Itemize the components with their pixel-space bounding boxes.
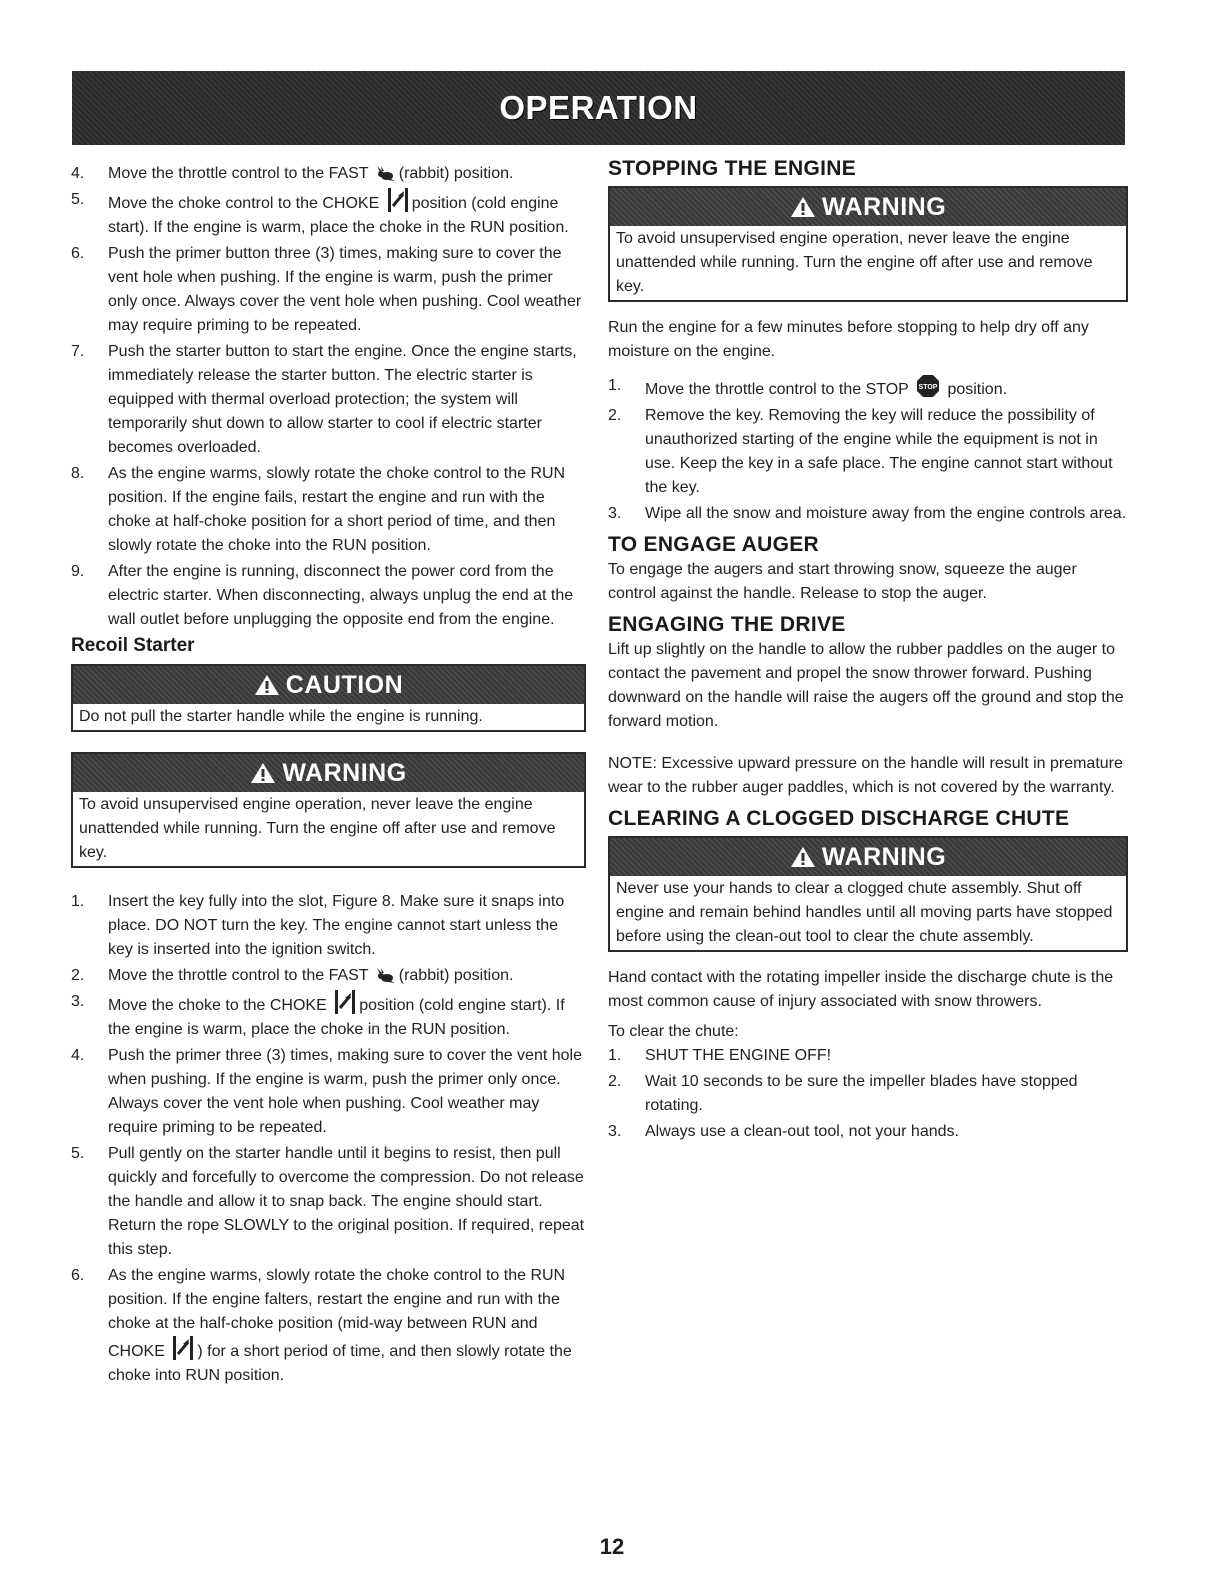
list-item [71, 1264, 586, 1388]
step-text: Move the choke control to the CHOKE [108, 195, 384, 212]
step-text: position (cold engine start). If the engine is warm, place the choke in the RUN position. [108, 195, 569, 236]
recoil-start-steps [71, 890, 586, 1388]
list-item [71, 1044, 586, 1140]
step-number: 6. [71, 1267, 85, 1284]
step-number: 1. [71, 893, 85, 910]
stopping-intro: Run the engine for a few minutes before stopping to help dry off any moisture on the engine. [608, 319, 1089, 360]
auger-text: To engage the augers and start throwing snow, squeeze the auger control against the handle. Release to stop the auger. [608, 561, 1077, 602]
warning-header [610, 838, 1126, 876]
choke-icon [334, 990, 356, 1014]
step-text: As the engine warms, slowly rotate the choke control to the RUN position. If the engine falters, restart the engine and run with the choke at the half-choke position (mid-way between RUN and CHOKE [108, 1267, 566, 1360]
electric-start-steps [71, 162, 586, 632]
list-item [608, 374, 1128, 402]
step-number: 2. [608, 407, 622, 424]
step-number: 8. [71, 465, 85, 482]
warning-triangle-icon [790, 196, 816, 218]
engaging-drive-heading: ENGAGING THE DRIVE [608, 613, 846, 636]
step-text: As the engine warms, slowly rotate the choke control to the RUN position. If the engine fails, restart the engine and run with the choke at half-choke position for a short period of time, and then slowly rotate the choke into the RUN position. [108, 465, 566, 554]
step-number: 6. [71, 245, 85, 262]
list-item [71, 188, 586, 240]
step-text: SHUT THE ENGINE OFF! [645, 1047, 832, 1064]
list-item [608, 1070, 1128, 1118]
warning-box [608, 186, 1128, 302]
warning-box [71, 752, 586, 868]
chute-intro: Hand contact with the rotating impeller inside the discharge chute is the most common cause of injury associated with snow throwers. [608, 969, 1114, 1010]
step-number: 3. [608, 505, 622, 522]
step-number: 2. [608, 1073, 622, 1090]
step-text: Move the throttle control to the FAST [108, 967, 373, 984]
stopping-engine-heading: STOPPING THE ENGINE [608, 157, 857, 180]
warning-label: WARNING [821, 843, 947, 871]
list-item [608, 404, 1128, 500]
list-item [71, 890, 586, 962]
list-item [71, 990, 586, 1042]
list-item [71, 1142, 586, 1262]
chute-lead: To clear the chute: [608, 1023, 739, 1040]
engage-auger-heading: TO ENGAGE AUGER [608, 533, 820, 556]
step-number: 3. [608, 1123, 622, 1140]
list-item [71, 242, 586, 338]
step-text: position (cold engine start). If the engine is warm, place the choke in the RUN position. [108, 997, 565, 1038]
step-text: ) for a short period of time, and then slowly rotate the choke into RUN position. [108, 1343, 572, 1384]
step-text: (rabbit) position. [398, 165, 514, 182]
step-text: Pull gently on the starter handle until it begins to resist, then pull quickly and forcefully to overcome the compression. Do not release the handle and allow it to snap back. The engine should start. Return the rope SLOWLY to the original position. If required, repeat this step. [108, 1145, 585, 1258]
rabbit-icon [376, 166, 396, 182]
section-banner [72, 71, 1125, 145]
page-number: 12 [599, 1534, 625, 1559]
stop-icon [916, 374, 940, 398]
step-text: Move the throttle control to the FAST [108, 165, 373, 182]
list-item [71, 340, 586, 460]
list-item [608, 1120, 1128, 1144]
step-text: Push the primer button three (3) times, making sure to cover the vent hole when pushing. If the engine is warm, push the primer only once. Always cover the vent hole when pushing. Cool weather may require priming to be repeated. [108, 245, 582, 334]
caution-label: CAUTION [285, 671, 404, 699]
list-item [608, 502, 1128, 526]
step-number: 1. [608, 377, 622, 394]
clogged-chute-heading: CLEARING A CLOGGED DISCHARGE CHUTE [608, 807, 1070, 830]
recoil-starter-heading: Recoil Starter [71, 635, 195, 656]
warning-text: To avoid unsupervised engine operation, never leave the engine unattended while running. Turn the engine off after use and remove key. [79, 796, 556, 861]
step-text: position. [943, 381, 1008, 398]
stop-icon-text: STOP [918, 384, 938, 391]
list-item [71, 162, 586, 186]
warning-header [73, 754, 584, 792]
list-item [71, 964, 586, 988]
left-column [71, 162, 586, 1390]
warning-label: WARNING [282, 759, 407, 787]
warning-triangle-icon [250, 762, 276, 784]
warning-header [610, 188, 1126, 226]
step-text: Always use a clean-out tool, not your hands. [645, 1123, 959, 1140]
choke-icon [172, 1336, 194, 1360]
warning-label: WARNING [821, 193, 947, 221]
step-text: After the engine is running, disconnect the power cord from the electric starter. When disconnecting, always unplug the end at the wall outlet before unplugging the opposite end from the engine. [108, 563, 574, 628]
caution-text: Do not pull the starter handle while the engine is running. [79, 708, 483, 725]
list-item [71, 462, 586, 558]
step-text: (rabbit) position. [398, 967, 514, 984]
list-item [71, 560, 586, 632]
note-text: NOTE: Excessive upward pressure on the handle will result in premature wear to the rubber auger paddles, which is not covered by the warranty. [608, 755, 1123, 796]
step-number: 4. [71, 165, 85, 182]
step-text: Insert the key fully into the slot, Figure 8. Make sure it snaps into place. DO NOT turn the key. The engine cannot start unless the key is inserted into the ignition switch. [108, 893, 565, 958]
warning-triangle-icon [254, 674, 280, 696]
step-number: 7. [71, 343, 85, 360]
step-number: 5. [71, 1145, 85, 1162]
step-text: Remove the key. Removing the key will reduce the possibility of unauthorized starting of the engine while the equipment is not in use. Keep the key in a safe place. The engine cannot start without the key. [645, 407, 1113, 496]
warning-triangle-icon [790, 846, 816, 868]
step-text: Wipe all the snow and moisture away from the engine controls area. [645, 505, 1127, 522]
rabbit-icon [376, 968, 396, 984]
choke-icon [387, 188, 409, 212]
right-column [608, 156, 1128, 1146]
warning-box [608, 836, 1128, 952]
caution-header [73, 666, 584, 704]
stopping-steps [608, 374, 1128, 526]
step-number: 5. [71, 191, 85, 208]
step-number: 4. [71, 1047, 85, 1064]
step-text: Push the starter button to start the engine. Once the engine starts, immediately release the starter button. The electric starter is equipped with thermal overload protection; the system will temporarily shut down to allow starter to cool if electric starter becomes overloaded. [108, 343, 577, 456]
warning-text: Never use your hands to clear a clogged chute assembly. Shut off engine and remain behind handles until all moving parts have stopped before using the clean-out tool to clear the chute assembly. [616, 880, 1113, 945]
step-text: Wait 10 seconds to be sure the impeller blades have stopped rotating. [645, 1073, 1078, 1114]
drive-text: Lift up slightly on the handle to allow the rubber paddles on the auger to contact the pavement and propel the snow thrower forward. Pushing downward on the handle will raise the augers off the ground and stop the forward motion. [608, 641, 1124, 730]
step-number: 3. [71, 993, 85, 1010]
caution-box [71, 664, 586, 732]
step-text: Move the throttle control to the STOP [645, 381, 913, 398]
chute-steps [608, 1044, 1128, 1144]
step-text: Push the primer three (3) times, making sure to cover the vent hole when pushing. If the engine is warm, push the primer only once. Always cover the vent hole when pushing. Cool weather may require priming to be repeated. [108, 1047, 582, 1136]
step-text: Move the choke to the CHOKE [108, 997, 332, 1014]
warning-text: To avoid unsupervised engine operation, never leave the engine unattended while running. Turn the engine off after use and remove key. [616, 230, 1093, 295]
list-item [608, 1044, 1128, 1068]
page-title: OPERATION [499, 89, 698, 126]
step-number: 2. [71, 967, 85, 984]
step-number: 1. [608, 1047, 622, 1064]
step-number: 9. [71, 563, 85, 580]
